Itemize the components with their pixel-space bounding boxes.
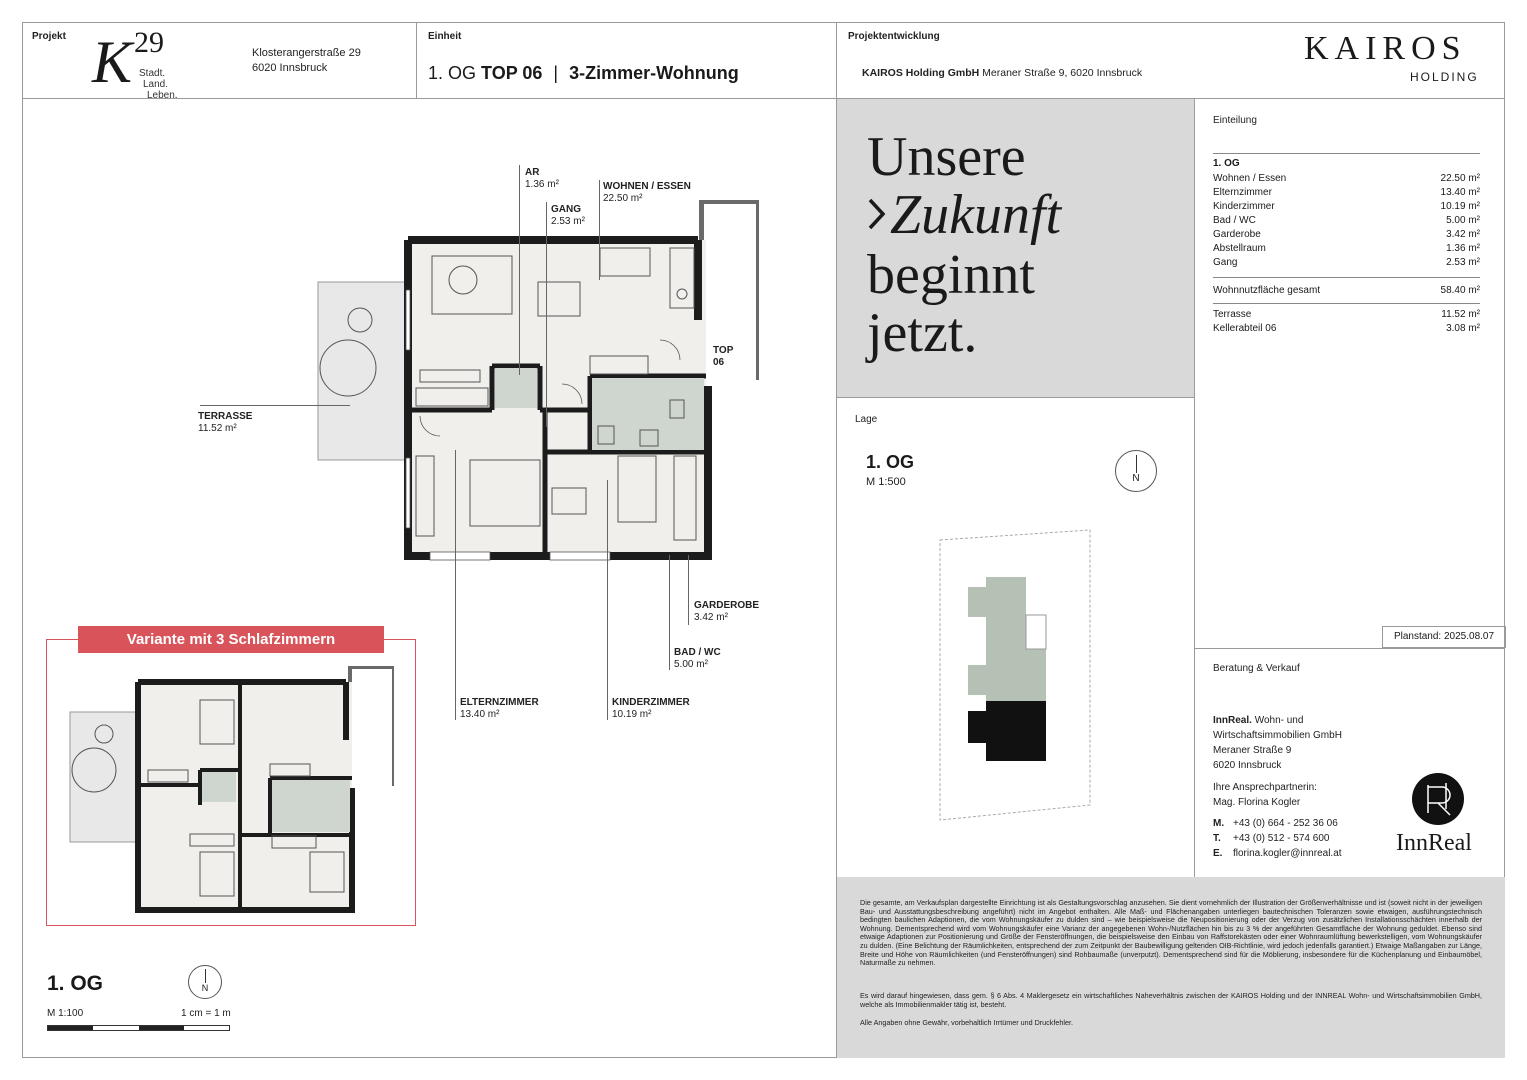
room-label-terrasse: TERRASSE bbox=[198, 411, 253, 422]
k29-logo-number: 29 bbox=[134, 26, 164, 59]
contact-phone: T. +43 (0) 512 - 574 600 bbox=[1213, 833, 1330, 844]
entwicklung-company: KAIROS Holding GmbH bbox=[862, 67, 980, 79]
einheit-label: Einheit bbox=[428, 31, 462, 42]
kairos-logo: KAIROS bbox=[1304, 30, 1467, 67]
site-plan bbox=[930, 525, 1100, 825]
disclaimer-paragraph-3: Alle Angaben ohne Gewähr, vorbehaltlich Irrtümer und Druckfehler. bbox=[860, 1018, 1073, 1027]
einheit-separator: | bbox=[553, 63, 559, 83]
entwicklung-info bbox=[862, 66, 1142, 80]
einteilung-row: Bad / WC 5.00 m² bbox=[1213, 215, 1480, 226]
leader-terrasse bbox=[200, 405, 350, 406]
lage-label: Lage bbox=[855, 414, 878, 425]
floor-plan-variant bbox=[60, 660, 400, 915]
room-label-top: TOP bbox=[713, 345, 734, 356]
room-label-bad: BAD / WC bbox=[674, 647, 721, 658]
contact-partner-label: Ihre Ansprechpartnerin: bbox=[1213, 782, 1317, 793]
leader-bad bbox=[669, 555, 670, 670]
innreal-logo-text: InnReal bbox=[1396, 830, 1472, 856]
room-area-terrasse: 11.52 m² bbox=[198, 423, 237, 434]
innreal-logo-icon bbox=[1412, 773, 1464, 825]
room-area-kinder: 10.19 m² bbox=[612, 709, 652, 720]
contact-title: Beratung & Verkauf bbox=[1213, 663, 1300, 674]
k29-tagline-2: Land. bbox=[143, 79, 169, 90]
einteilung-row: Gang 2.53 m² bbox=[1213, 257, 1480, 268]
contact-company-line2: Wirtschaftsimmobilien GmbH bbox=[1213, 730, 1342, 741]
einheit-top: TOP 06 bbox=[481, 63, 543, 83]
projekt-label: Projekt bbox=[32, 31, 66, 42]
slogan-line-1: Unsere bbox=[867, 126, 1026, 188]
contact-divider bbox=[1195, 648, 1505, 649]
north-arrow-icon bbox=[188, 965, 222, 999]
header-divider bbox=[22, 98, 1505, 99]
einteilung-sep-top bbox=[1213, 153, 1480, 154]
leader-ar bbox=[519, 165, 520, 375]
room-label-garderobe: GARDEROBE bbox=[694, 600, 760, 611]
entwicklung-label: Projektentwicklung bbox=[848, 31, 940, 42]
floor-plan-main bbox=[300, 190, 770, 570]
room-label-wohnen: WOHNEN / ESSEN bbox=[603, 181, 691, 192]
slogan-line-2: Zukunft bbox=[890, 184, 1062, 246]
header-separator-1 bbox=[416, 22, 417, 98]
k29-tagline-1: Stadt. bbox=[139, 68, 166, 79]
lage-north-arrow-icon bbox=[1115, 450, 1157, 492]
contact-company: InnReal. Wohn- und bbox=[1213, 715, 1304, 726]
k29-logo-k: K bbox=[92, 29, 133, 95]
k29-tagline-3: Leben. bbox=[147, 90, 178, 101]
einteilung-row: Garderobe 3.42 m² bbox=[1213, 229, 1480, 240]
einheit-floor: 1. OG bbox=[428, 63, 477, 83]
einheit-type: 3-Zimmer-Wohnung bbox=[569, 63, 739, 83]
einteilung-row: Elternzimmer 13.40 m² bbox=[1213, 187, 1480, 198]
k29-logo bbox=[92, 26, 192, 101]
variant-title: Variante mit 3 Schlafzimmern bbox=[78, 626, 384, 653]
leader-wohnen bbox=[599, 180, 600, 280]
scale-bar bbox=[47, 1025, 230, 1031]
project-address-line2: 6020 Innsbruck bbox=[252, 62, 328, 74]
north-label: N bbox=[201, 983, 209, 993]
entwicklung-address: Meraner Straße 9, 6020 Innsbruck bbox=[982, 67, 1143, 79]
slogan-chevron-icon bbox=[868, 196, 886, 232]
einteilung-section: 1. OG bbox=[1213, 158, 1240, 169]
einheit-title bbox=[428, 62, 739, 84]
contact-street: Meraner Straße 9 bbox=[1213, 745, 1292, 756]
room-area-ar: 1.36 m² bbox=[525, 179, 559, 190]
einteilung-total-row: Wohnnutzfläche gesamt 58.40 m² bbox=[1213, 285, 1480, 296]
slogan-line-3: beginnt bbox=[867, 244, 1035, 306]
plan-scale-ratio: 1 cm = 1 m bbox=[181, 1008, 231, 1019]
lage-divider bbox=[837, 397, 1194, 398]
right-column-divider bbox=[1194, 99, 1195, 877]
einteilung-extra-row: Kellerabteil 06 3.08 m² bbox=[1213, 323, 1480, 334]
room-area-wohnen: 22.50 m² bbox=[603, 193, 643, 204]
einteilung-sep-total bbox=[1213, 277, 1480, 278]
room-label-eltern: ELTERNZIMMER bbox=[460, 697, 539, 708]
einteilung-row: Wohnen / Essen 22.50 m² bbox=[1213, 173, 1480, 184]
project-address-line1: Klosterangerstraße 29 bbox=[252, 47, 361, 59]
leader-kinder bbox=[607, 480, 608, 720]
planstand-box: Planstand: 2025.08.07 bbox=[1382, 626, 1506, 648]
room-label-kinder: KINDERZIMMER bbox=[612, 697, 690, 708]
room-area-eltern: 13.40 m² bbox=[460, 709, 500, 720]
leader-eltern bbox=[455, 450, 456, 720]
einteilung-title: Einteilung bbox=[1213, 115, 1257, 126]
einteilung-row: Kinderzimmer 10.19 m² bbox=[1213, 201, 1480, 212]
contact-city: 6020 Innsbruck bbox=[1213, 760, 1282, 771]
einteilung-sep-extra bbox=[1213, 303, 1480, 304]
kairos-logo-sub: HOLDING bbox=[1410, 70, 1479, 84]
lage-floor: 1. OG bbox=[866, 452, 915, 472]
contact-email[interactable]: E. florina.kogler@innreal.at bbox=[1213, 848, 1342, 859]
einteilung-row: Abstellraum 1.36 m² bbox=[1213, 243, 1480, 254]
room-label-top-number: 06 bbox=[713, 357, 725, 368]
leader-garderobe bbox=[688, 555, 689, 625]
leader-gang bbox=[546, 202, 547, 427]
contact-partner-name: Mag. Florina Kogler bbox=[1213, 797, 1301, 808]
disclaimer-paragraph-2: Es wird darauf hingewiesen, dass gem. § 6 Abs. 4 Maklergesetz ein wirtschaftliches Naheverhältnis zwischen der KAIROS Holding und der INNREAL Wohn- und Wirtschaftsimmobilien GmbH, welche als Immobilienmakler tätig ist, besteht. bbox=[860, 991, 1482, 1009]
slogan-line-4: jetzt. bbox=[867, 302, 978, 364]
room-area-gang: 2.53 m² bbox=[551, 216, 585, 227]
einteilung-extra-row: Terrasse 11.52 m² bbox=[1213, 309, 1480, 320]
disclaimer-paragraph-1: Die gesamte, am Verkaufsplan dargestellte Einrichtung ist als Gestaltungsvorschlag anzusehen. Sie dient vornehmlich der Illustration der Größenverhältnisse und ist (soweit nicht in der jeweiligen Bau- und Ausstattungsbeschreibung angeführt) nicht im Angebot enthalten. Alle Maß- und Flächenangaben unterliegen bautechnischen Toleranzen sowie etwaigen, ausführungstechnisch bedingten baulichen Adaptionen, die vom Wohnungskäufer zu dulden sind – wie beispielsweise die Neupositionierung oder der Verzug von zusätzlichen Installationsschächten innerhalb der Wohnung. Dementsprechend wird vom Wohnungskäufer eine Varianz der angegebenen Wohn-/Nutzflächen hin bis zu 3 % der angeführten Gesamtfläche der Wohnung geduldet. Ebenso sind etwaige Adaptionen zur Positionierung und Größe der Fensteröffnungen, die beispielsweise den Einbau von Raffstorekästen oder einer Wohnraumlüftung bewerkstelligen, vom Wohnungskäufer zu dulden. (Eine Belichtung der Räumlichkeiten, entsprechend der zum Zeitpunkt der Baubewilligung geltenden OIB-Richtlinie, wird jedoch jedenfalls garantiert.) Etwaige Maßangaben zur Länge, Breite und Höhe von Räumlichkeiten (und Fensteröffnungen) sind Rohbaumaße (unverputzt). Dementsprechend sind für die Möblierung, insbesondere für die Küchenplanung und Einbaumöbel, Naturmaße zu nehmen. bbox=[860, 898, 1482, 968]
contact-mobile: M. +43 (0) 664 - 252 36 06 bbox=[1213, 818, 1338, 829]
room-label-gang: GANG bbox=[551, 204, 581, 215]
lage-north-label: N bbox=[1132, 473, 1140, 484]
lage-scale: M 1:500 bbox=[866, 476, 906, 488]
plan-floor-label: 1. OG bbox=[47, 972, 104, 995]
room-area-bad: 5.00 m² bbox=[674, 659, 708, 670]
plan-scale-label: M 1:100 bbox=[47, 1008, 84, 1019]
room-label-ar: AR bbox=[525, 167, 540, 178]
room-area-garderobe: 3.42 m² bbox=[694, 612, 728, 623]
